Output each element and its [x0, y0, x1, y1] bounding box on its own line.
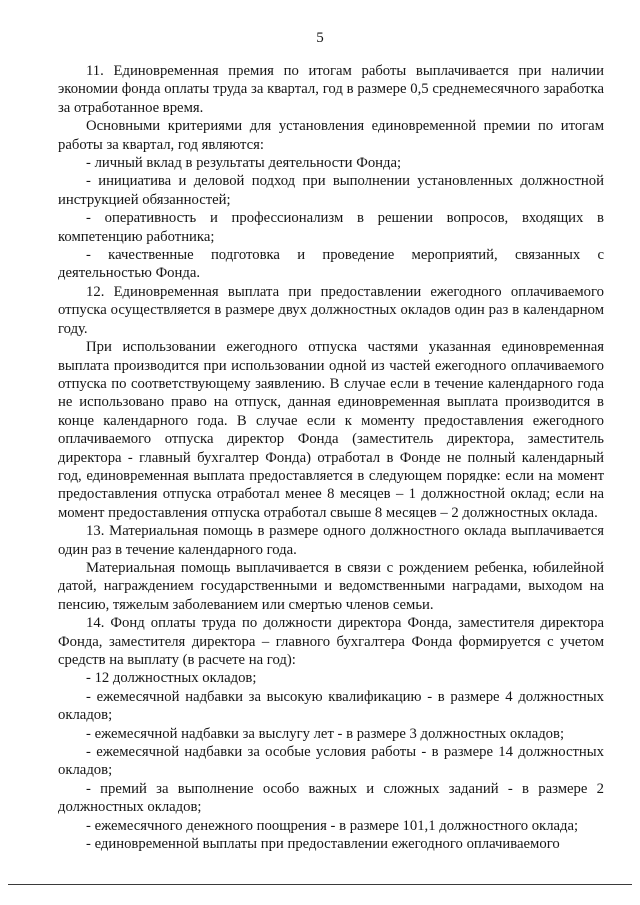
- payroll-item: - ежемесячной надбавки за выслугу лет - в размере 3 должностных окладов;: [86, 725, 565, 742]
- criteria-item: - личный вклад в результаты деятельности Фонда;: [86, 155, 402, 172]
- paragraph-13-cases: Материальная помощь выплачивается в связи с рождением ребенка, юбилейной датой, награждением государственными и ведомственными наградами, выходом на пенсию, тяжелым заболеванием или смертью членов семьи.: [58, 559, 604, 613]
- payroll-item: - ежемесячного денежного поощрения - в размере 101,1 должностного оклада;: [86, 817, 579, 834]
- payroll-item: - ежемесячной надбавки за высокую квалификацию - в размере 4 должностных окладов;: [58, 688, 604, 724]
- payroll-item: - ежемесячной надбавки за особые условия работы - в размере 14 должностных окладов;: [58, 744, 604, 779]
- criteria-item: - оперативность и профессионализм в решении вопросов, входящих в компетенцию работника;: [58, 210, 604, 245]
- criteria-item: - качественные подготовка и проведение мероприятий, связанных с деятельностью Фонда.: [58, 247, 604, 282]
- paragraph-13: 13. Материальная помощь в размере одного должностного оклада выплачивается один раз в течение календарного года.: [58, 523, 604, 558]
- page-number: 5: [316, 30, 324, 46]
- footer-divider: [8, 884, 632, 885]
- paragraph-11: 11. Единовременная премия по итогам работы выплачивается при наличии экономии фонда оплаты труда за квартал, год в размере 0,5 среднемесячного заработка за отработанное время.: [58, 63, 604, 116]
- paragraph-12-parts: При использовании ежегодного отпуска частями указанная единовременная выплата производится при использовании одной из частей ежегодного оплачиваемого отпуска по соответствующему заявлению. В случае если в течение календарного года не использовано право на отпуск, данная единовременная выплата производится в конце календарного года. В случае если к моменту предоставления ежегодного оплачиваемого отпуска директор Фонда (заместитель директора, заместитель директора - главный бухгалтер Фонда) отработал в Фонде не полный календарный год, единовременная выплата предоставляется в следующем порядке: если на момент предоставления отпуска отработал менее 8 месяцев – 1 должностной оклад; если на момент предоставления отпуска отработал свыше 8 месяцев – 2 должностных оклада.: [58, 339, 604, 521]
- criteria-item: - инициатива и деловой подход при выполнении установленных должностной инструкцией обязанностей;: [58, 173, 604, 208]
- paragraph-12: 12. Единовременная выплата при предоставлении ежегодного оплачиваемого отпуска осуществляется в размере двух должностных окладов один раз в календарном году.: [58, 283, 604, 337]
- paragraph-11-criteria: Основными критериями для установления единовременной премии по итогам работы за квартал, год являются:: [58, 118, 604, 153]
- payroll-item: - единовременной выплаты при предоставлении ежегодного оплачиваемого: [86, 836, 560, 853]
- payroll-item: - 12 должностных окладов;: [86, 670, 257, 687]
- paragraph-14: 14. Фонд оплаты труда по должности директора Фонда, заместителя директора Фонда, заместителя директора – главного бухгалтера Фонда формируется с учетом средств на выплату (в расчете на год):: [58, 615, 604, 668]
- document-body: [58, 62, 604, 853]
- payroll-item: - премий за выполнение особо важных и сложных заданий - в размере 2 должностных окладов;: [58, 780, 604, 816]
